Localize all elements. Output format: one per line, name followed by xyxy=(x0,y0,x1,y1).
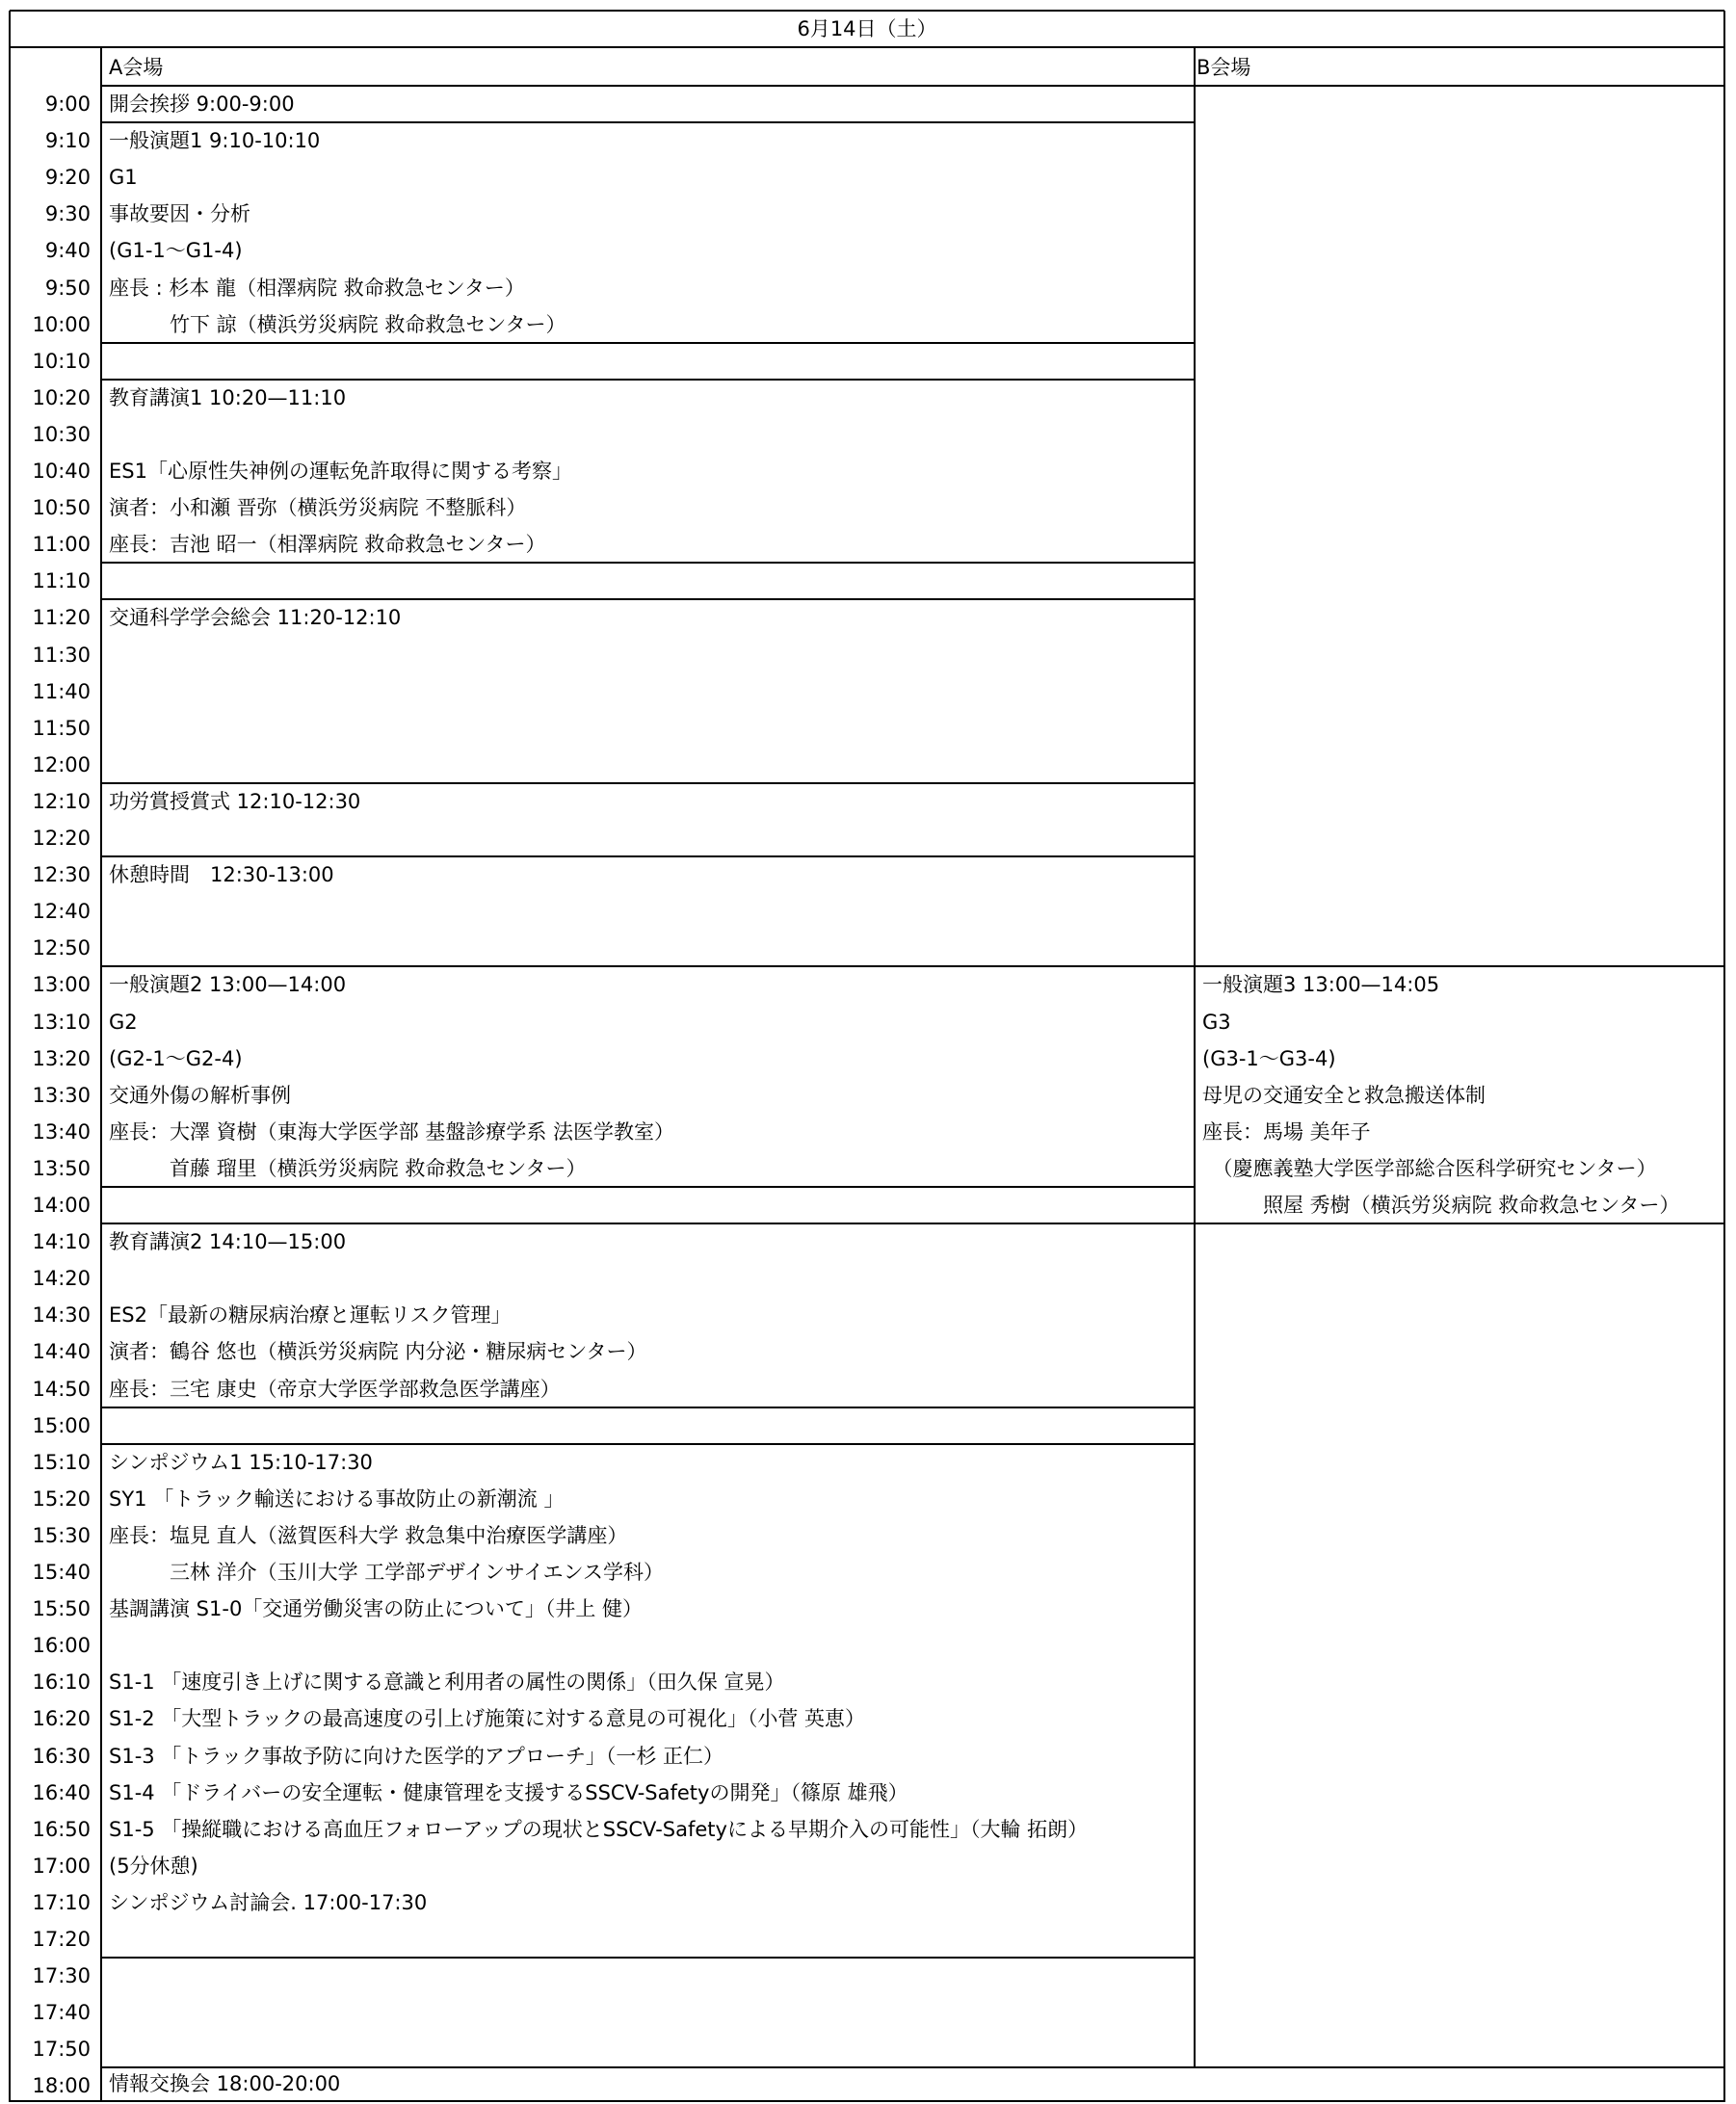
venue-a-session-boundary xyxy=(101,85,1195,87)
venue-a-session-line: G2 xyxy=(109,1010,138,1034)
time-label: 15:20 xyxy=(32,1486,91,1511)
venue-b-session-line: 一般演題3 13:00—14:05 xyxy=(1202,973,1440,997)
time-label: 12:20 xyxy=(32,827,91,850)
time-label: 9:20 xyxy=(44,166,91,190)
venue-a-session-boundary xyxy=(101,562,1195,564)
venue-b-session-line: 母児の交通安全と救急搬送体制 xyxy=(1202,1083,1486,1107)
venue-a-session-line: (5分休憩) xyxy=(109,1854,198,1878)
venue-a-session-line: G1 xyxy=(109,166,138,190)
time-label: 10:30 xyxy=(32,422,91,446)
venue-a-session-boundary xyxy=(101,379,1195,381)
venue-a-session-boundary xyxy=(101,342,1195,344)
venue-a-session-line: 演者：鶴谷 悠也（横浜労災病院 内分泌・糖尿病センター） xyxy=(109,1340,647,1364)
time-label: 12:50 xyxy=(32,936,91,960)
time-label: 17:00 xyxy=(32,1854,91,1878)
venue-a-session-line: 基調講演 S1-0「交通労働災害の防止について」（井上 健） xyxy=(109,1597,644,1621)
time-label: 10:10 xyxy=(32,349,91,373)
time-label: 13:20 xyxy=(32,1046,91,1070)
venue-a-session-boundary xyxy=(101,598,1195,600)
venue-a-session-line: 事故要因・分析 xyxy=(109,202,250,226)
outer-left xyxy=(9,11,11,2102)
outer-top xyxy=(10,10,1724,12)
venue-a-session-line: 交通外傷の解析事例 xyxy=(109,1083,291,1107)
time-label: 17:50 xyxy=(32,2038,91,2062)
time-label: 17:30 xyxy=(32,1964,91,1988)
venue-a-session-line: 竹下 諒（横浜労災病院 救命救急センター） xyxy=(109,312,566,336)
venue-a-session-boundary xyxy=(101,1223,1195,1224)
time-label: 11:20 xyxy=(32,606,91,630)
venue-a-session-boundary xyxy=(101,782,1195,784)
time-label: 13:10 xyxy=(32,1010,91,1034)
final-row-text: 情報交換会 18:00-20:00 xyxy=(109,2072,341,2095)
venue-a-session-line: 座長：三宅 康史（帝京大学医学部救急医学講座） xyxy=(109,1377,561,1401)
venue-a-session-line: 交通科学学会総会 11:20-12:10 xyxy=(109,606,402,630)
venue-a-session-line: ES2「最新の糖尿病治療と運転リスク管理」 xyxy=(109,1303,512,1328)
venue-a-session-line: S1-4 「ドライバーの安全運転・健康管理を支援するSSCV-Safetyの開発」（篠原 雄飛） xyxy=(109,1780,908,1804)
venue-b-session-line: G3 xyxy=(1202,1010,1231,1034)
venue-a-session-line: 教育講演1 10:20—11:10 xyxy=(109,385,347,409)
venue-a-session-boundary xyxy=(101,1186,1195,1188)
venue-a-session-line: 休憩時間 12:30-13:00 xyxy=(109,863,334,887)
venue-b-session-boundary xyxy=(1195,85,1724,87)
time-label: 9:40 xyxy=(44,239,91,263)
time-label: 16:40 xyxy=(32,1780,91,1804)
time-label: 15:00 xyxy=(32,1413,91,1437)
time-label: 12:30 xyxy=(32,863,91,887)
time-label: 14:40 xyxy=(32,1340,91,1364)
venue-a-session-line: 功労賞授賞式 12:10-12:30 xyxy=(109,789,361,813)
time-label: 10:50 xyxy=(32,496,91,520)
time-label: 15:30 xyxy=(32,1523,91,1547)
venue-a-session-line: (G2-1～G2-4) xyxy=(109,1046,243,1070)
time-label: 14:10 xyxy=(32,1230,91,1254)
time-label: 15:50 xyxy=(32,1597,91,1621)
header-bottom xyxy=(10,46,1724,48)
venue-a-session-line: 三林 洋介（玉川大学 工学部デザインサイエンス学科） xyxy=(109,1561,664,1584)
venue-b-header: B会場 xyxy=(1197,56,1251,79)
venue-a-session-line: 座長：吉池 昭一（相澤病院 救命救急センター） xyxy=(109,533,546,557)
time-label: 18:00 xyxy=(32,2074,91,2098)
time-label: 15:40 xyxy=(32,1561,91,1584)
time-label: 12:40 xyxy=(32,900,91,924)
venue-a-session-boundary xyxy=(101,965,1195,967)
time-label: 12:10 xyxy=(32,789,91,813)
venue-b-session-boundary xyxy=(1195,1223,1724,1224)
time-label: 14:30 xyxy=(32,1303,91,1328)
date-title: 6月14日（土） xyxy=(797,17,937,40)
time-label: 14:00 xyxy=(32,1194,91,1217)
time-label: 17:10 xyxy=(32,1890,91,1914)
time-label: 15:10 xyxy=(32,1450,91,1474)
venue-a-session-line: 教育講演2 14:10—15:00 xyxy=(109,1230,347,1254)
time-label: 16:00 xyxy=(32,1634,91,1658)
time-label: 10:40 xyxy=(32,460,91,483)
venue-b-session-boundary xyxy=(1195,965,1724,967)
time-label: 9:10 xyxy=(44,129,91,153)
venue-b-session-line: 照屋 秀樹（横浜労災病院 救命救急センター） xyxy=(1202,1194,1680,1217)
venue-b-session-line: (G3-1～G3-4) xyxy=(1202,1046,1336,1070)
time-label: 13:50 xyxy=(32,1156,91,1180)
venue-a-session-line: S1-2 「大型トラックの最高速度の引上げ施策に対する意見の可視化」（小菅 英恵） xyxy=(109,1707,866,1731)
time-label: 13:00 xyxy=(32,973,91,997)
time-label: 13:30 xyxy=(32,1083,91,1107)
time-label: 16:50 xyxy=(32,1817,91,1841)
time-label: 10:00 xyxy=(32,312,91,336)
venue-a-session-line: 首藤 瑠里（横浜労災病院 救命救急センター） xyxy=(109,1156,587,1180)
time-label: 11:10 xyxy=(32,569,91,593)
time-label: 14:20 xyxy=(32,1267,91,1291)
venue-a-session-line: S1-5 「操縦職における高血圧フォローアップの現状とSSCV-Safetyによる早期介入の可能性」（大輪 拓朗） xyxy=(109,1817,1089,1841)
time-label: 9:00 xyxy=(44,92,91,116)
time-label: 13:40 xyxy=(32,1119,91,1144)
venue-a-session-line: (G1-1～G1-4) xyxy=(109,239,243,263)
time-label: 12:00 xyxy=(32,752,91,776)
time-label: 10:20 xyxy=(32,385,91,409)
venue-a-session-line: SY1 「トラック輸送における事故防止の新潮流 」 xyxy=(109,1486,565,1511)
time-label: 17:20 xyxy=(32,1928,91,1951)
venue-a-session-line: S1-1 「速度引き上げに関する意識と利用者の属性の関係」（田久保 宣晃） xyxy=(109,1670,785,1695)
venue-a-session-line: ES1「心原性失神例の運転免許取得に関する考察」 xyxy=(109,460,572,483)
time-label: 16:20 xyxy=(32,1707,91,1731)
venue-a-session-boundary xyxy=(101,855,1195,857)
venue-a-session-line: 座長 : 杉本 龍（相澤病院 救命救急センター） xyxy=(109,276,525,300)
time-label: 17:40 xyxy=(32,2001,91,2025)
venue-a-session-line: 演者：小和瀬 晋弥（横浜労災病院 不整脈科） xyxy=(109,496,527,520)
venue-a-session-line: 開会挨拶 9:00-9:00 xyxy=(109,92,295,116)
time-label: 14:50 xyxy=(32,1377,91,1401)
time-label: 16:30 xyxy=(32,1744,91,1768)
venue-a-session-boundary xyxy=(101,1443,1195,1445)
venue-a-header: A会場 xyxy=(109,56,164,79)
venue-b-session-line: 座長：馬場 美年子 xyxy=(1202,1119,1371,1144)
time-label: 11:00 xyxy=(32,533,91,557)
venue-a-session-boundary xyxy=(101,1957,1195,1959)
venue-a-session-line: シンポジウム討論会. 17:00-17:30 xyxy=(109,1890,428,1914)
venue-a-session-boundary xyxy=(101,1407,1195,1408)
time-label: 9:50 xyxy=(44,276,91,300)
time-label: 11:40 xyxy=(32,679,91,703)
time-label: 16:10 xyxy=(32,1670,91,1695)
time-label: 9:30 xyxy=(44,202,91,226)
venue-divider xyxy=(1194,47,1196,2067)
venue-a-session-line: 座長：大澤 資樹（東海大学医学部 基盤診療学系 法医学教室） xyxy=(109,1119,675,1144)
venue-a-session-boundary xyxy=(101,121,1195,123)
venue-a-session-line: シンポジウム1 15:10-17:30 xyxy=(109,1450,373,1474)
venue-a-session-line: 一般演題2 13:00—14:00 xyxy=(109,973,347,997)
venue-a-session-line: S1-3 「トラック事故予防に向けた医学的アプローチ」（一杉 正仁） xyxy=(109,1744,724,1768)
venue-a-session-line: 座長：塩見 直人（滋賀医科大学 救急集中治療医学講座） xyxy=(109,1523,628,1547)
final-row-top xyxy=(101,2066,1724,2068)
outer-right xyxy=(1723,11,1725,2102)
time-label: 11:50 xyxy=(32,716,91,740)
venue-a-session-line: 一般演題1 9:10-10:10 xyxy=(109,129,321,153)
time-label: 11:30 xyxy=(32,643,91,667)
venue-b-session-line: （慶應義塾大学医学部総合医科学研究センター） xyxy=(1202,1156,1657,1180)
time-divider xyxy=(100,47,102,2102)
